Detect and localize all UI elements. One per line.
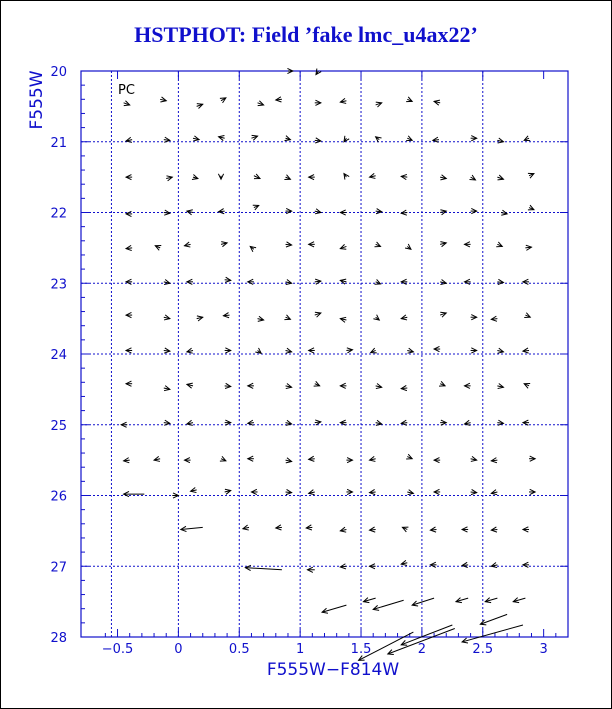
vector-arrow xyxy=(485,598,497,603)
vector-arrow xyxy=(434,458,440,463)
vector-head xyxy=(375,242,381,247)
vector-arrow xyxy=(243,525,249,530)
vector-arrow xyxy=(184,458,190,463)
vector-arrow xyxy=(286,458,292,463)
chart-title: HSTPHOT: Field ’fake lmc_u4ax22’ xyxy=(134,22,478,47)
vector-arrow xyxy=(192,175,198,180)
vector-arrow xyxy=(322,605,346,613)
x-axis-label: F555W−F814W xyxy=(266,660,400,680)
vector-arrow xyxy=(456,598,468,603)
vector-arrow xyxy=(309,175,315,180)
vector-arrow xyxy=(375,242,381,247)
vector-arrow xyxy=(315,209,321,214)
vector-arrow xyxy=(126,312,132,317)
x-tick-label: 2 xyxy=(417,642,427,657)
vector-head xyxy=(528,173,534,178)
vector-head xyxy=(524,383,530,388)
vector-arrow xyxy=(315,138,321,143)
y-tick-label: 24 xyxy=(50,348,67,363)
vector-arrow xyxy=(286,279,292,284)
vector-arrow xyxy=(465,383,471,388)
y-tick-label: 28 xyxy=(50,631,67,646)
vector-head xyxy=(402,527,408,532)
vector-arrow xyxy=(286,489,292,494)
vector-arrow xyxy=(126,137,132,142)
vector-arrow xyxy=(124,458,130,463)
grid-lines xyxy=(81,71,568,637)
y-tick-label: 21 xyxy=(50,135,67,151)
vector-arrow xyxy=(480,614,507,624)
vector-arrow xyxy=(406,97,412,102)
vector-arrow xyxy=(401,560,407,565)
vector-head xyxy=(496,242,502,247)
vector-arrow xyxy=(187,383,193,388)
vector-arrow xyxy=(523,279,529,284)
vector-arrow xyxy=(371,348,377,353)
vector-arrow xyxy=(524,383,530,388)
vector-arrow xyxy=(286,242,292,247)
vector-arrow xyxy=(225,489,231,494)
vector-arrow xyxy=(284,136,290,141)
vector-arrow xyxy=(401,385,407,390)
vector-arrow xyxy=(346,348,352,353)
vector-arrow xyxy=(181,526,203,531)
panel-label: PC xyxy=(118,83,135,98)
vector-shaft xyxy=(462,625,523,642)
vector-arrow xyxy=(284,175,290,180)
vector-arrow xyxy=(491,527,497,532)
vector-arrow xyxy=(225,383,231,388)
y-tick-label: 26 xyxy=(50,489,67,505)
vector-arrow xyxy=(155,246,161,251)
vector-arrow xyxy=(166,176,172,181)
vector-arrow xyxy=(154,456,160,461)
vector-arrow xyxy=(164,210,170,215)
vector-arrow xyxy=(276,97,282,102)
vector-arrow xyxy=(309,456,315,461)
vector-arrow xyxy=(523,420,529,425)
vector-arrow xyxy=(316,69,321,75)
vector-arrow xyxy=(340,210,346,215)
vector-arrow xyxy=(315,279,321,284)
vector-arrow xyxy=(225,348,231,353)
vector-arrow xyxy=(187,279,193,284)
vector-head xyxy=(406,454,412,459)
vector-arrow xyxy=(197,316,203,321)
vector-arrow xyxy=(401,315,407,320)
vector-arrow xyxy=(440,279,446,284)
vector-arrow xyxy=(126,245,132,250)
vector-arrow xyxy=(525,245,531,250)
vector-head xyxy=(528,205,534,210)
vector-arrow xyxy=(164,420,170,425)
vector-arrow xyxy=(219,209,225,214)
vector-arrow xyxy=(376,383,382,388)
vector-arrow xyxy=(406,136,412,141)
x-tick-label: 1.5 xyxy=(350,642,372,657)
vector-shaft xyxy=(373,600,403,609)
x-tick-label: 2.5 xyxy=(472,642,494,657)
vector-arrow xyxy=(440,175,446,180)
vector-arrow xyxy=(529,489,535,494)
vector-head xyxy=(524,313,530,318)
vector-arrow xyxy=(434,100,440,105)
vector-shaft xyxy=(245,568,282,570)
y-tick-labels xyxy=(50,65,67,646)
vector-arrow xyxy=(434,346,440,351)
y-tick-label: 22 xyxy=(50,206,67,222)
vector-head xyxy=(155,246,161,251)
vector-arrow xyxy=(160,97,166,102)
vector-arrow xyxy=(401,625,452,645)
vector-arrow xyxy=(126,348,132,353)
vector-arrow xyxy=(193,136,199,141)
vector-head xyxy=(524,136,530,141)
x-tick-label: 0 xyxy=(174,642,183,657)
vector-arrow xyxy=(462,625,523,643)
vector-arrow xyxy=(497,138,503,143)
vector-arrow xyxy=(523,348,529,353)
vector-arrow xyxy=(340,527,346,532)
vector-arrow xyxy=(430,562,436,567)
vector-arrow xyxy=(286,383,292,388)
vector-arrow xyxy=(124,101,130,106)
vector-arrow xyxy=(439,381,445,386)
y-axis-label: F555W xyxy=(27,70,47,130)
vector-arrow xyxy=(306,525,312,530)
vector-arrow xyxy=(370,564,376,569)
vector-arrow xyxy=(191,487,197,492)
vector-arrow xyxy=(401,174,407,179)
vector-arrow xyxy=(126,381,132,386)
vector-arrow xyxy=(184,242,190,247)
x-tick-label: 3 xyxy=(539,642,548,657)
x-tick-label: 0.5 xyxy=(228,642,250,657)
vector-head xyxy=(284,136,290,141)
vector-arrow xyxy=(496,242,502,247)
vector-arrow xyxy=(344,174,349,180)
vector-arrow xyxy=(276,525,282,530)
vector-arrow xyxy=(248,456,254,461)
vector-arrow xyxy=(340,383,346,388)
vector-arrow xyxy=(523,527,529,532)
vector-arrow xyxy=(412,598,434,606)
vector-head xyxy=(406,136,412,141)
y-tick-label: 27 xyxy=(50,560,67,576)
vector-arrow xyxy=(497,348,503,353)
vector-head xyxy=(284,315,290,320)
vector-head xyxy=(371,348,377,353)
vector-arrow xyxy=(491,490,497,495)
vector-head xyxy=(220,456,226,461)
x-tick-label: 1 xyxy=(296,642,305,657)
vector-arrow xyxy=(524,313,530,318)
vector-shaft xyxy=(480,614,507,624)
vector-arrow xyxy=(223,313,229,318)
vector-arrow xyxy=(471,208,477,213)
vector-arrow xyxy=(462,527,468,532)
vector-arrow xyxy=(491,562,497,567)
vector-arrow xyxy=(251,489,257,494)
vector-arrow xyxy=(491,316,497,321)
vector-arrow xyxy=(370,527,376,532)
vector-arrow xyxy=(340,244,346,249)
vector-field xyxy=(121,68,535,660)
vector-arrow xyxy=(491,458,497,463)
vector-arrow xyxy=(126,175,132,180)
vector-arrow xyxy=(253,205,259,210)
vector-arrow xyxy=(164,386,170,391)
vector-arrow xyxy=(528,205,534,210)
vector-arrow xyxy=(471,456,477,461)
vector-arrow xyxy=(250,246,256,251)
x-tick-label: −0.5 xyxy=(101,642,134,657)
vector-arrow xyxy=(284,315,290,320)
vector-arrow xyxy=(164,315,170,320)
vector-arrow xyxy=(248,383,254,388)
vector-arrow xyxy=(346,489,352,494)
vector-arrow xyxy=(471,315,477,320)
vector-arrow xyxy=(402,527,408,532)
vector-arrow xyxy=(529,456,535,461)
vector-arrow xyxy=(220,456,226,461)
vector-arrow xyxy=(363,598,375,603)
vector-arrow xyxy=(346,458,352,463)
vector-arrow xyxy=(406,454,412,459)
vector-arrow xyxy=(187,348,193,353)
vector-arrow xyxy=(469,175,475,180)
vector-arrow xyxy=(248,279,254,284)
vector-arrow xyxy=(287,68,292,73)
vector-arrow xyxy=(220,98,226,103)
vector-arrow xyxy=(248,420,254,425)
vector-arrow xyxy=(187,420,193,425)
x-tick-labels xyxy=(102,642,548,657)
vector-arrow xyxy=(501,210,507,215)
vector-arrow xyxy=(286,348,292,353)
vector-arrow xyxy=(513,598,525,603)
vector-arrow xyxy=(258,101,264,106)
vector-arrow xyxy=(497,175,503,180)
vector-arrow xyxy=(440,242,446,247)
vector-head xyxy=(192,175,198,180)
vector-arrow xyxy=(307,567,314,572)
y-tick-label: 23 xyxy=(50,277,67,293)
vector-arrow xyxy=(314,381,320,386)
vector-arrow xyxy=(407,348,413,353)
vector-arrow xyxy=(376,420,382,425)
vector-arrow xyxy=(172,493,178,498)
vector-arrow xyxy=(251,135,257,140)
vector-head xyxy=(220,98,226,103)
vector-arrow xyxy=(225,277,231,282)
vector-arrow xyxy=(440,312,446,317)
vector-arrow xyxy=(524,136,530,141)
vector-arrow xyxy=(440,210,446,215)
vector-arrow xyxy=(255,348,261,353)
vector-head xyxy=(469,175,475,180)
vector-arrow xyxy=(471,489,477,494)
vector-arrow xyxy=(309,348,315,353)
vector-arrow xyxy=(528,173,534,178)
vector-arrow xyxy=(340,317,346,322)
vector-arrow xyxy=(219,135,225,140)
vector-arrow xyxy=(523,562,529,567)
vector-arrow xyxy=(430,527,436,532)
vector-arrow xyxy=(340,564,346,569)
vector-arrow xyxy=(344,136,349,142)
vector-arrow xyxy=(258,316,264,321)
vector-arrow xyxy=(221,242,227,247)
vector-arrow xyxy=(373,600,403,610)
vector-arrow xyxy=(315,420,321,425)
vector-arrow xyxy=(164,137,170,142)
vector-arrow xyxy=(315,100,321,105)
vector-arrow xyxy=(401,210,407,215)
vector-head xyxy=(314,381,320,386)
vector-arrow xyxy=(164,279,170,284)
vector-head xyxy=(439,381,445,386)
vector-arrow xyxy=(497,383,503,388)
y-tick-label: 20 xyxy=(50,65,67,80)
vector-arrow xyxy=(376,209,382,214)
vector-head xyxy=(284,175,290,180)
vector-arrow xyxy=(197,104,203,109)
vector-arrow xyxy=(254,174,260,179)
vector-arrow xyxy=(405,244,411,249)
vector-arrow xyxy=(370,456,376,461)
vector-arrow xyxy=(373,315,379,320)
vector-arrow xyxy=(121,422,127,427)
vector-arrow xyxy=(370,489,376,494)
vector-arrow xyxy=(218,174,223,179)
vector-arrow xyxy=(376,102,382,107)
vector-arrow xyxy=(164,348,170,353)
vector-arrow xyxy=(309,490,315,495)
vector-arrow xyxy=(434,489,440,494)
vector-arrow xyxy=(370,173,376,178)
vector-head xyxy=(406,97,412,102)
vector-arrow xyxy=(340,98,346,103)
vector-arrow xyxy=(471,136,477,141)
y-tick-label: 25 xyxy=(50,418,67,434)
vector-arrow xyxy=(407,490,413,495)
vector-arrow xyxy=(471,348,477,353)
vector-head xyxy=(253,205,259,210)
vector-arrow xyxy=(465,242,471,247)
vector-arrow xyxy=(309,242,315,247)
vector-arrow xyxy=(315,312,321,317)
